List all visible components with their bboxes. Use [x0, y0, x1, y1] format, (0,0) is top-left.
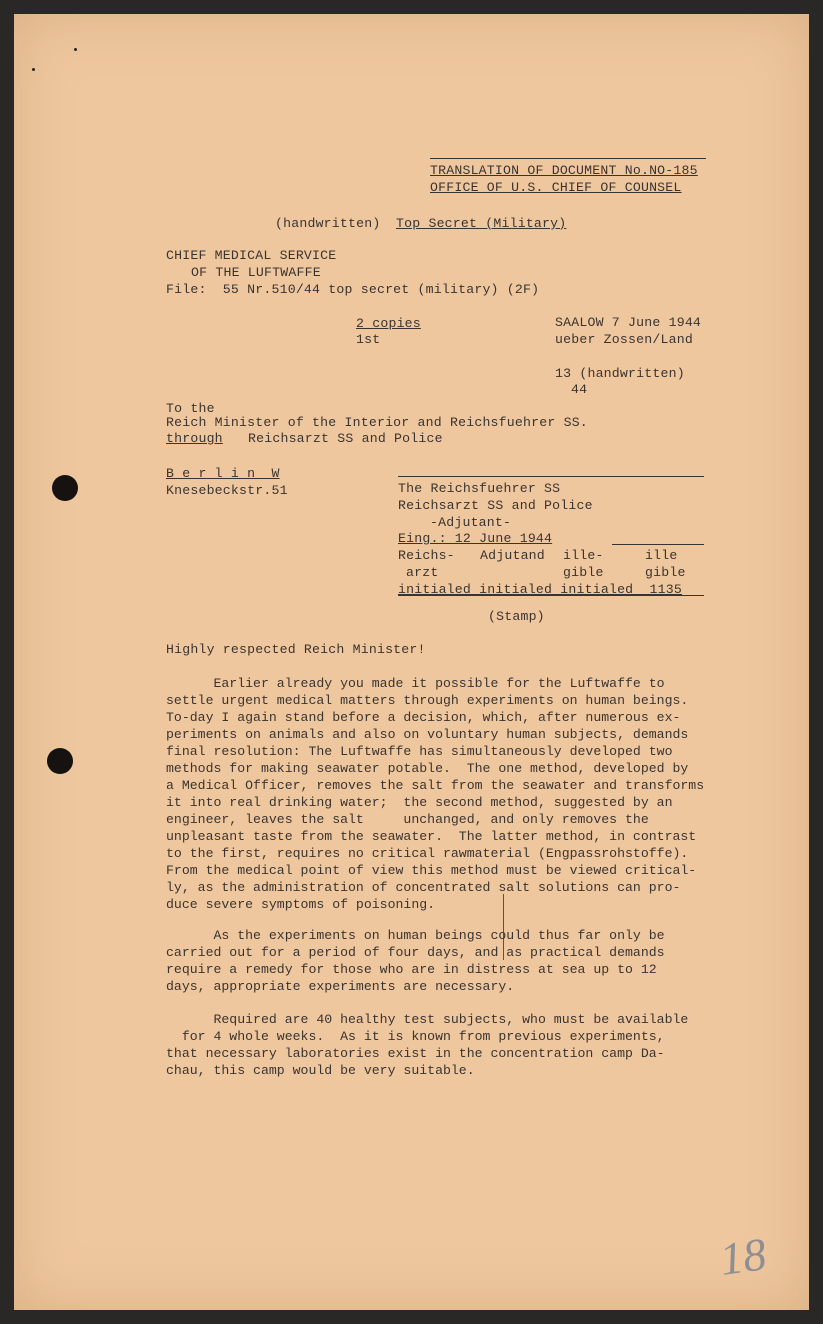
classification-label: Top Secret (Military)	[396, 216, 567, 231]
speck	[32, 68, 35, 71]
stamp-mid-rule	[612, 544, 704, 545]
stamp-row-1-col-4: ille	[645, 548, 678, 563]
stamp-row-1-col-1: Reichs-	[398, 548, 455, 563]
copies-count: 2 copies	[356, 316, 421, 331]
copy-number: 1st	[356, 332, 381, 347]
stamp-received-date: Eing.: 12 June 1944	[398, 531, 553, 546]
stamp-line-1: The Reichsfuehrer SS	[398, 481, 561, 496]
stamp-line-2: Reichsarzt SS and Police	[398, 498, 593, 513]
stamp-bottom-rule	[398, 595, 704, 596]
speck	[74, 48, 77, 51]
place-date-line-3: 13 (handwritten)	[555, 366, 685, 381]
recipient-name: Reich Minister of the Interior and Reichsfuehrer SS.	[166, 415, 588, 430]
recipient-street: Knesebeckstr.51	[166, 483, 288, 498]
stamp-row-2-col-4: gible	[645, 565, 686, 580]
stamp-initials-row: initialed initialed initialed 1135	[398, 582, 682, 597]
stamp-line-3: -Adjutant-	[430, 515, 512, 530]
place-date-line-4: 44	[571, 382, 588, 397]
recipient-to: To the	[166, 401, 215, 416]
stamp-row-1-col-3: ille-	[563, 548, 604, 563]
stamp-row-1-col-2: Adjutand	[480, 548, 545, 563]
salutation: Highly respected Reich Minister!	[166, 642, 426, 657]
stamp-row-2-col-3: gible	[563, 565, 604, 580]
place-date-line-2: ueber Zossen/Land	[555, 332, 693, 347]
page-number: 18	[716, 1228, 770, 1285]
through-label: through	[166, 431, 223, 446]
paragraph-3: Required are 40 healthy test subjects, who must be available for 4 whole weeks. As it is known from previous experiments, that necessary laboratories exist in the concentration camp Da- chau, this camp would be very suitable.	[166, 1012, 689, 1078]
recipient-city: B e r l i n W	[166, 466, 280, 481]
document-page	[14, 14, 809, 1310]
stamp-caption: (Stamp)	[488, 609, 545, 624]
file-reference: File: 55 Nr.510/44 top secret (military) (2F)	[166, 282, 540, 297]
punch-hole-top	[52, 475, 78, 501]
punch-hole-bottom	[47, 748, 73, 774]
stamp-row-2-col-1: arzt	[406, 565, 439, 580]
place-date-line-1: SAALOW 7 June 1944	[555, 315, 702, 330]
header-rule	[430, 158, 706, 159]
sender-line-2: OF THE LUFTWAFFE	[191, 265, 321, 280]
sender-line-1: CHIEF MEDICAL SERVICE	[166, 248, 337, 263]
handwritten-note: (handwritten)	[275, 216, 381, 231]
office-header: OFFICE OF U.S. CHIEF OF COUNSEL	[430, 180, 682, 195]
paragraph-2: As the experiments on human beings could thus far only be carried out for a period of four days, and as practical demands require a remedy for those who are in distress at sea up to 12 days, appropriate experiments are necessary.	[166, 928, 665, 994]
stamp-top-rule	[398, 476, 704, 477]
paragraph-1: Earlier already you made it possible for the Luftwaffe to settle urgent medical matters through experiments on human beings. To-day I again stand before a decision, which, after numerous ex- periments on animals and also on voluntary human subjects, demands final resolution: The Luftwaffe has simultaneously developed two methods for making seawater potable. The one method, developed by a Medical Officer, removes the salt from the seawater and transforms it into real drinking water; the second method, suggested by an engineer, leaves the salt unchanged, and only removes the unpleasant taste from the seawater. The latter method, in contrast to the first, requires no critical rawmaterial (Engpassrohstoffe). From the medical point of view this method must be viewed critical- ly, as the administration of concentrated salt solutions can pro- duce severe symptoms of poisoning.	[166, 676, 705, 912]
through-recipient: Reichsarzt SS and Police	[248, 431, 443, 446]
translation-header: TRANSLATION OF DOCUMENT No.NO-185	[430, 163, 698, 178]
